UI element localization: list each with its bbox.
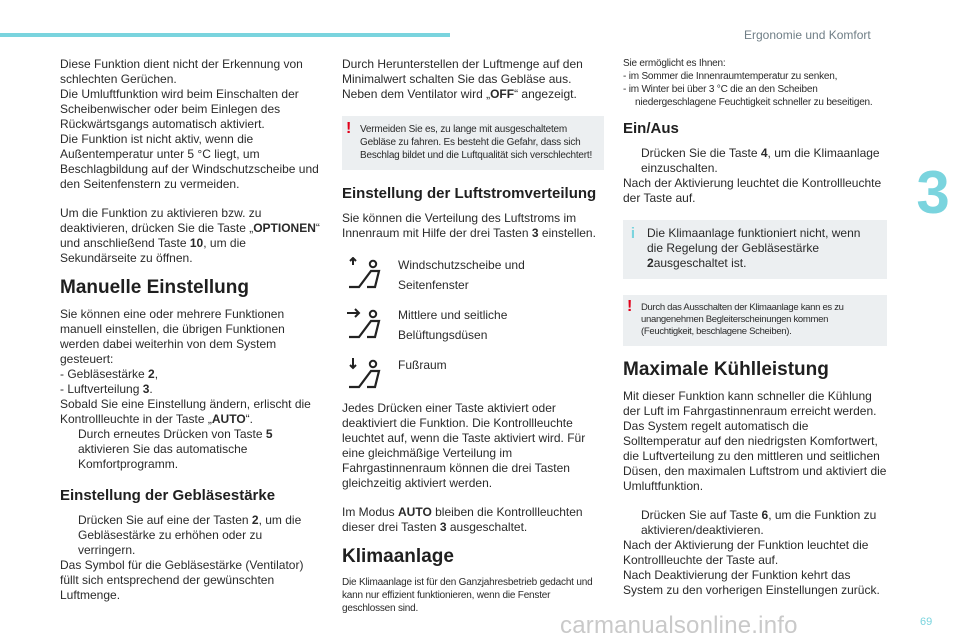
bullet-item: Drücken Sie die Taste 4, um die Klimaanlage einzuschalten. xyxy=(623,146,887,176)
control-label: Mittlere und seitliche xyxy=(398,308,508,322)
onoff-paragraph: Drücken Sie die Taste 4, um die Klimaanlage einzuschalten. Nach der Aktivierung leuchtet die Kontrollleuchte der Taste auf. xyxy=(623,146,887,206)
distribution-paragraph: Sie können die Verteilung des Luftstroms im Innenraum mit Hilfe der drei Tasten 3 einstellen. xyxy=(342,211,596,240)
bullet-item: Durch erneutes Drücken von Taste 5 aktivieren Sie das automatische Komfortprogramm. xyxy=(60,427,322,472)
key-number: 10 xyxy=(189,236,204,250)
manual-item: - Gebläsestärke 2, xyxy=(60,367,159,381)
warning-box xyxy=(623,295,887,346)
warning-icon: ! xyxy=(346,120,352,137)
control-label: Windschutzscheibe und xyxy=(398,258,525,272)
windscreen-airflow-icon xyxy=(345,257,389,297)
section-header-title: Ergonomie und Komfort xyxy=(744,28,871,42)
control-label: Belüftungsdüsen xyxy=(398,328,488,342)
press-paragraph: Jedes Drücken einer Taste aktiviert oder deaktiviert die Funktion. Die Kontrollleuchte leuchtet auf, wenn die Taste aktiviert wird. Für eine gleichmäßige Verteilung im Fahrgastinnenraum können die drei Tasten gleichzeitig aktiviert werden. xyxy=(342,401,586,490)
control-label: Fußraum xyxy=(398,358,447,372)
warning-text: Vermeiden Sie es, zu lange mit ausgeschaltetem Gebläse zu fahren. Es besteht die Gefahr, dass sich Beschlag bildet und die Luftqualität sich verschlechtert! xyxy=(360,124,593,161)
heading-air-conditioning: Klimaanlage xyxy=(342,546,454,567)
column-left xyxy=(60,57,322,617)
intro-line: Die Funktion ist nicht aktiv, wenn die Außentemperatur unter 5 °C liegt, um Beschlagbildung auf der Windschutzscheibe und den Seitenfenstern zu vermeiden. xyxy=(60,132,319,191)
manual-paragraph: Sie können eine oder mehrere Funktionen manuell einstellen, die übrigen Funktionen werden dabei weiterhin von dem System gesteuert: - Gebläsestärke 2, - Luftverteilung 3. Sobald Sie eine Einstellung ändern, erlischt die Kontrollleuchte in der Taste „AUTO“. Durch erneutes Drücken von Taste 5 aktivieren Sie das automatische Komfortprogramm. xyxy=(60,307,322,472)
activate-paragraph: Um die Funktion zu aktivieren bzw. zu deaktivieren, drücken Sie die Taste „OPTIONEN“ und anschließend Taste 10, um die Sekundärseite zu öffnen. xyxy=(60,206,320,265)
control-windscreen xyxy=(342,255,604,305)
bullet-item: Drücken Sie auf eine der Tasten 2, um die Gebläsestärke zu erhöhen oder zu verringern. xyxy=(60,513,322,558)
heading-max-cooling: Maximale Kühlleistung xyxy=(623,359,829,380)
bullet-arrow-icon xyxy=(60,427,78,472)
warning-box xyxy=(342,116,604,170)
info-text: Die Klimaanlage funktioniert nicht, wenn die Regelung der Gebläsestärke 2ausgeschaltet ist. xyxy=(647,226,861,270)
key-options: OPTIONEN xyxy=(253,221,316,235)
intro-line: Diese Funktion dient nicht der Erkennung von schlechten Gerüchen. xyxy=(60,57,303,86)
header-accent-bar xyxy=(0,33,450,37)
page-number: 69 xyxy=(920,616,933,628)
enables-paragraph: Sie ermöglicht es Ihnen: - im Sommer die Innenraumtemperatur zu senken, - im Winter bei über 3 °C die an den Scheiben niedergeschlagene Feuchtigkeit schneller zu beseitigen. xyxy=(623,58,873,108)
bullet-arrow-icon xyxy=(60,513,78,558)
max-cooling-paragraph: Mit dieser Funktion kann schneller die Kühlung der Luft im Fahrgastinnenraum erreicht werden. Das System regelt automatisch die Solltemperatur auf den niedrigsten Komfortwert, die Luftverteilung zu den mittleren und seitlichen Düsen, den maximalen Luftstrom und aktiviert die Umluftfunktion. xyxy=(623,389,887,493)
column-middle xyxy=(342,57,604,629)
warning-icon: ! xyxy=(627,298,633,315)
key-auto: AUTO xyxy=(398,505,432,519)
intro-paragraph xyxy=(60,57,322,192)
auto-mode-paragraph: Im Modus AUTO bleiben die Kontrollleuchten dieser drei Tasten 3 ausgeschaltet. xyxy=(342,505,583,534)
bullet-arrow-icon xyxy=(623,508,641,538)
control-vents xyxy=(342,305,604,355)
intro-line: Die Umluftfunktion wird beim Einschalten der Scheibenwischer oder beim Einlegen des Rückwärtsgangs automatisch aktiviert. xyxy=(60,87,299,131)
column-right xyxy=(623,57,887,612)
reduce-paragraph: Durch Herunterstellen der Luftmenge auf den Minimalwert schalten Sie das Gebläse aus. Neben dem Ventilator wird „OFF“ angezeigt. xyxy=(342,57,583,101)
heading-on-off: Ein/Aus xyxy=(623,120,679,137)
blower-paragraph: Drücken Sie auf eine der Tasten 2, um die Gebläsestärke zu erhöhen oder zu verringern. Das Symbol für die Gebläsestärke (Ventilator) füllt sich entsprechend der gewünschten Luftmenge. xyxy=(60,513,322,603)
watermark: carmanualsonline.info xyxy=(560,612,798,639)
control-label: Seitenfenster xyxy=(398,278,469,292)
info-box xyxy=(623,220,887,279)
bullet-arrow-icon xyxy=(623,146,641,176)
info-icon: i xyxy=(630,225,636,242)
key-off: OFF xyxy=(490,87,515,101)
heading-manual-setting: Manuelle Einstellung xyxy=(60,277,249,298)
bullet-item: Drücken Sie auf Taste 6, um die Funktion zu aktivieren/deaktivieren. xyxy=(623,508,887,538)
max-cooling-steps: Drücken Sie auf Taste 6, um die Funktion zu aktivieren/deaktivieren. Nach der Aktivierung der Funktion leuchtet die Kontrollleuchte der Taste auf. Nach Deaktivierung der Funktion kehrt das System zu den vorherigen Einstellungen zurück. xyxy=(623,508,887,598)
chapter-tab xyxy=(906,146,960,238)
manual-item: - Luftverteilung 3. xyxy=(60,382,153,396)
manual-change-text: Sobald Sie eine Einstellung ändern, erlischt die Kontrollleuchte in der Taste „AUTO“. xyxy=(60,397,311,426)
key-auto: AUTO xyxy=(211,412,246,426)
warning-text: Durch das Ausschalten der Klimaanlage kann es zu unangenehmen Begleiterscheinungen kommen (Feuchtigkeit, beschlagene Scheiben). xyxy=(641,302,844,337)
chapter-number: 3 xyxy=(916,158,950,226)
control-footwell xyxy=(342,355,604,401)
heading-blower-setting: Einstellung der Gebläsestärke xyxy=(60,487,276,504)
footwell-airflow-icon xyxy=(345,357,389,397)
heading-airflow-distribution: Einstellung der Luftstromverteilung xyxy=(342,185,597,202)
vents-airflow-icon xyxy=(345,307,389,347)
ac-paragraph: Die Klimaanlage ist für den Ganzjahresbetrieb gedacht und kann nur effizient funktionieren, wenn die Fenster geschlossen sind. xyxy=(342,577,593,614)
